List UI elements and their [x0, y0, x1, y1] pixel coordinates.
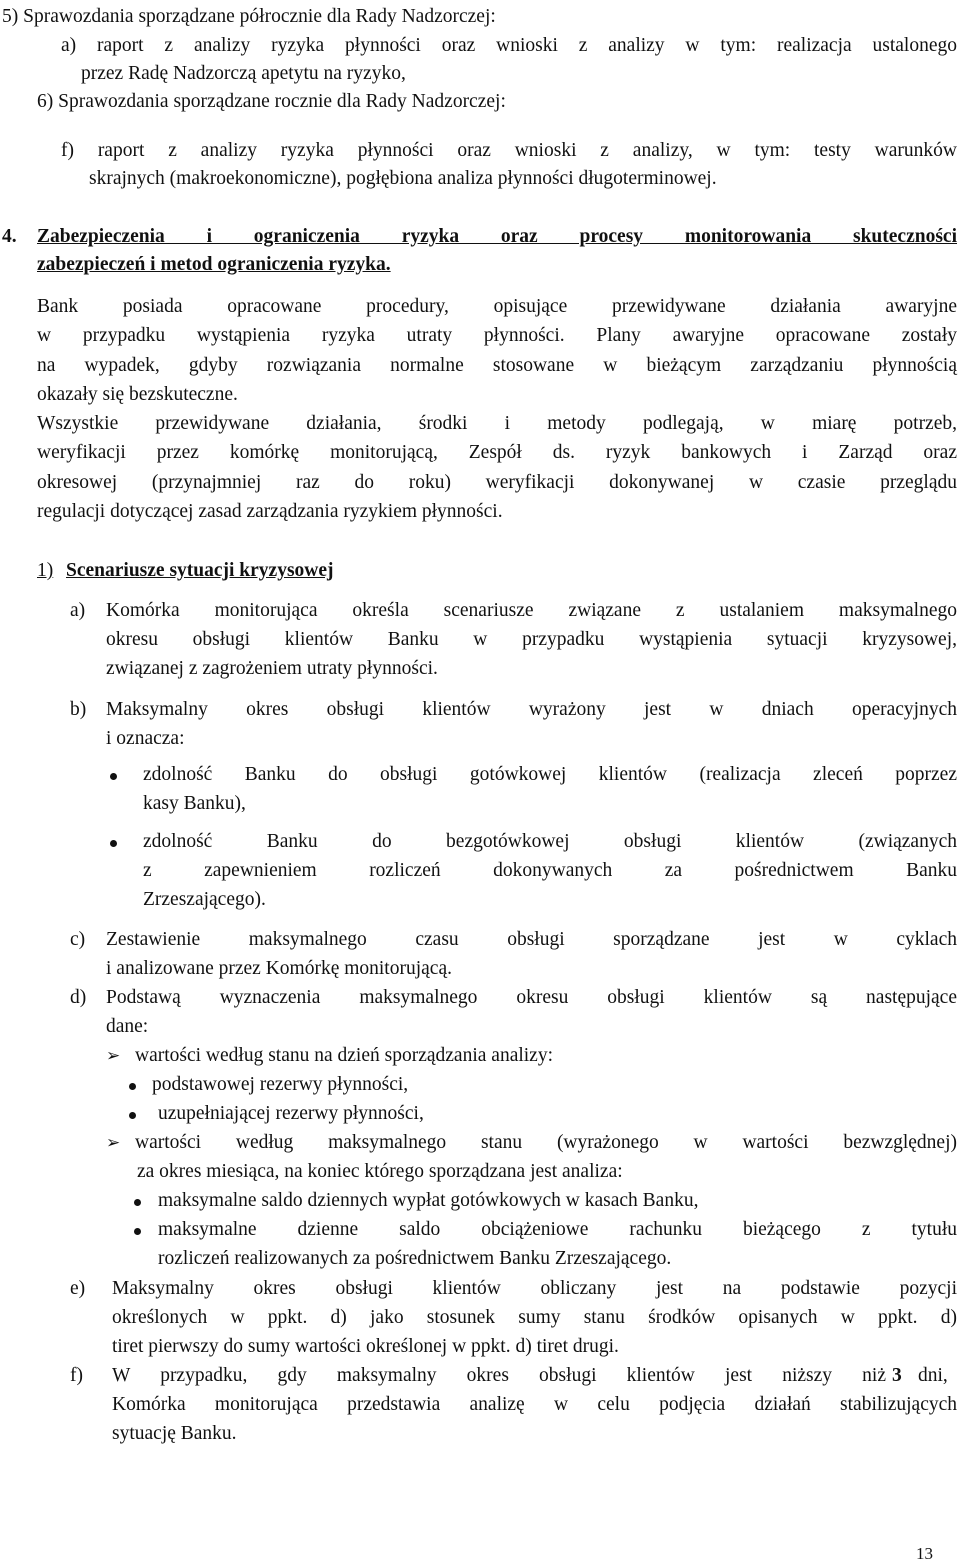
item-d-arrow1-bullet1: podstawowej rezerwy płynności, — [152, 1074, 409, 1095]
item-b-line1: Maksymalny okres obsługi klientów wyrażony jest w dniach operacyjnych — [106, 699, 957, 720]
paragraph-line: okresowej (przynajmniej raz do roku) weryfikacji dokonywanej w czasie przeglądu — [37, 472, 957, 493]
list-item-6f-line2: skrajnych (makroekonomiczne), pogłębiona analiza płynności długoterminowej. — [89, 168, 717, 189]
item-d-arrow2-line1: wartości według maksymalnego stanu (wyrażonego w wartości bezwzględnej) — [135, 1132, 957, 1153]
list-item-5a-line1: a) raport z analizy ryzyka płynności oraz wnioski z analizy w tym: realizacja ustalonego — [61, 35, 957, 56]
item-b-bullet1-line2: kasy Banku), — [143, 793, 246, 814]
item-e-line1: Maksymalny okres obsługi klientów obliczany jest na podstawie pozycji — [112, 1278, 957, 1299]
item-f-line2: Komórka monitorująca przedstawia analizę w celu podjęcia działań stabilizujących — [112, 1394, 957, 1415]
item-label-a: a) — [70, 600, 86, 621]
item-b-bullet2-line1: zdolność Banku do bezgotówkowej obsługi klientów (związanych — [143, 831, 957, 852]
arrowhead-bullet-icon: ➢ — [106, 1133, 121, 1153]
item-b-bullet1-line1: zdolność Banku do obsługi gotówkowej klientów (realizacja zleceń poprzez — [143, 764, 957, 785]
item-label-f: f) — [70, 1365, 83, 1386]
paragraph-line: weryfikacji przez komórkę monitorującą, Zespół ds. ryzyk bankowych i Zarząd oraz — [37, 442, 957, 463]
item-e-line3: tiret pierwszy do sumy wartości określonej w ppkt. d) tiret drugi. — [112, 1336, 619, 1357]
arrowhead-bullet-icon: ➢ — [106, 1046, 121, 1066]
item-d-arrow2-bullet1: maksymalne saldo dziennych wypłat gotówkowych w kasach Banku, — [158, 1190, 699, 1211]
section-number: 4. — [2, 226, 17, 247]
subsection-title: Scenariusze sytuacji kryzysowej — [66, 560, 334, 581]
item-f-line1: W przypadku, gdy maksymalny okres obsługi klientów jest niższy niż — [112, 1365, 886, 1386]
bullet-dot-icon — [129, 1083, 136, 1090]
item-d-arrow2-line2: za okres miesiąca, na koniec którego sporządzana jest analiza: — [137, 1161, 623, 1182]
list-item-6f-line1: f) raport z analizy ryzyka płynności oraz wnioski z analizy, w tym: testy warunków — [61, 140, 957, 161]
item-d-arrow1: wartości według stanu na dzień sporządzania analizy: — [135, 1045, 554, 1066]
item-label-d: d) — [70, 987, 87, 1008]
item-b-bullet2-line3: Zrzeszającego). — [143, 889, 266, 910]
paragraph-line: w przypadku wystąpienia ryzyka utraty płynności. Plany awaryjne opracowane zostały — [37, 325, 957, 346]
item-c-line2: i analizowane przez Komórkę monitorującą. — [106, 958, 452, 979]
item-d-line2: dane: — [106, 1016, 149, 1037]
paragraph-line: okazały się bezskuteczne. — [37, 384, 238, 405]
item-a-line2: okresu obsługi klientów Banku w przypadku wystąpienia sytuacji kryzysowej, — [106, 629, 957, 650]
paragraph-line: na wypadek, gdyby rozwiązania normalne stosowane w bieżącym zarządzaniu płynnością — [37, 355, 957, 376]
item-f-emphasis: 3 — [892, 1365, 902, 1386]
list-item-5a-line2: przez Radę Nadzorczą apetytu na ryzyko, — [81, 63, 406, 84]
item-f-line3: sytuację Banku. — [112, 1423, 237, 1444]
item-c-line1: Zestawienie maksymalnego czasu obsługi sporządzane jest w cyklach — [106, 929, 957, 950]
subsection-number: 1) — [37, 560, 54, 581]
list-item-5: 5) Sprawozdania sporządzane półrocznie dla Rady Nadzorczej: — [2, 6, 496, 27]
section-title-line1: Zabezpieczenia i ograniczenia ryzyka oraz procesy monitorowania skuteczności — [37, 226, 957, 247]
item-label-e: e) — [70, 1278, 86, 1299]
item-f-line1-end: dni, — [918, 1365, 948, 1386]
item-b-line2: i oznacza: — [106, 728, 185, 749]
paragraph-line: Wszystkie przewidywane działania, środki i metody podlegają, w miarę potrzeb, — [37, 413, 957, 434]
list-item-6: 6) Sprawozdania sporządzane rocznie dla Rady Nadzorczej: — [37, 91, 506, 112]
item-b-bullet2-line2: z zapewnieniem rozliczeń dokonywanych za pośrednictwem Banku — [143, 860, 957, 881]
item-d-arrow2-bullet2-line1: maksymalne dzienne saldo obciążeniowe rachunku bieżącego z tytułu — [158, 1219, 957, 1240]
item-label-c: c) — [70, 929, 86, 950]
section-title-line2: zabezpieczeń i metod ograniczenia ryzyka. — [37, 254, 391, 275]
bullet-dot-icon — [110, 773, 117, 780]
item-e-line2: określonych w ppkt. d) jako stosunek sumy stanu środków opisanych w ppkt. d) — [112, 1307, 957, 1328]
item-label-b: b) — [70, 699, 87, 720]
bullet-dot-icon — [134, 1199, 141, 1206]
paragraph-line: regulacji dotyczącej zasad zarządzania ryzykiem płynności. — [37, 501, 503, 522]
item-d-line1: Podstawą wyznaczenia maksymalnego okresu obsługi klientów są następujące — [106, 987, 957, 1008]
item-d-arrow1-bullet2: uzupełniającej rezerwy płynności, — [158, 1103, 424, 1124]
bullet-dot-icon — [134, 1228, 141, 1235]
paragraph-line: Bank posiada opracowane procedury, opisujące przewidywane działania awaryjne — [37, 296, 957, 317]
page-number: 13 — [916, 1544, 933, 1563]
item-d-arrow2-bullet2-line2: rozliczeń realizowanych za pośrednictwem Banku Zrzeszającego. — [158, 1248, 672, 1269]
item-a-line3: związanej z zagrożeniem utraty płynności. — [106, 658, 438, 679]
bullet-dot-icon — [110, 840, 117, 847]
item-a-line1: Komórka monitorująca określa scenariusze związane z ustalaniem maksymalnego — [106, 600, 957, 621]
bullet-dot-icon — [129, 1112, 136, 1119]
